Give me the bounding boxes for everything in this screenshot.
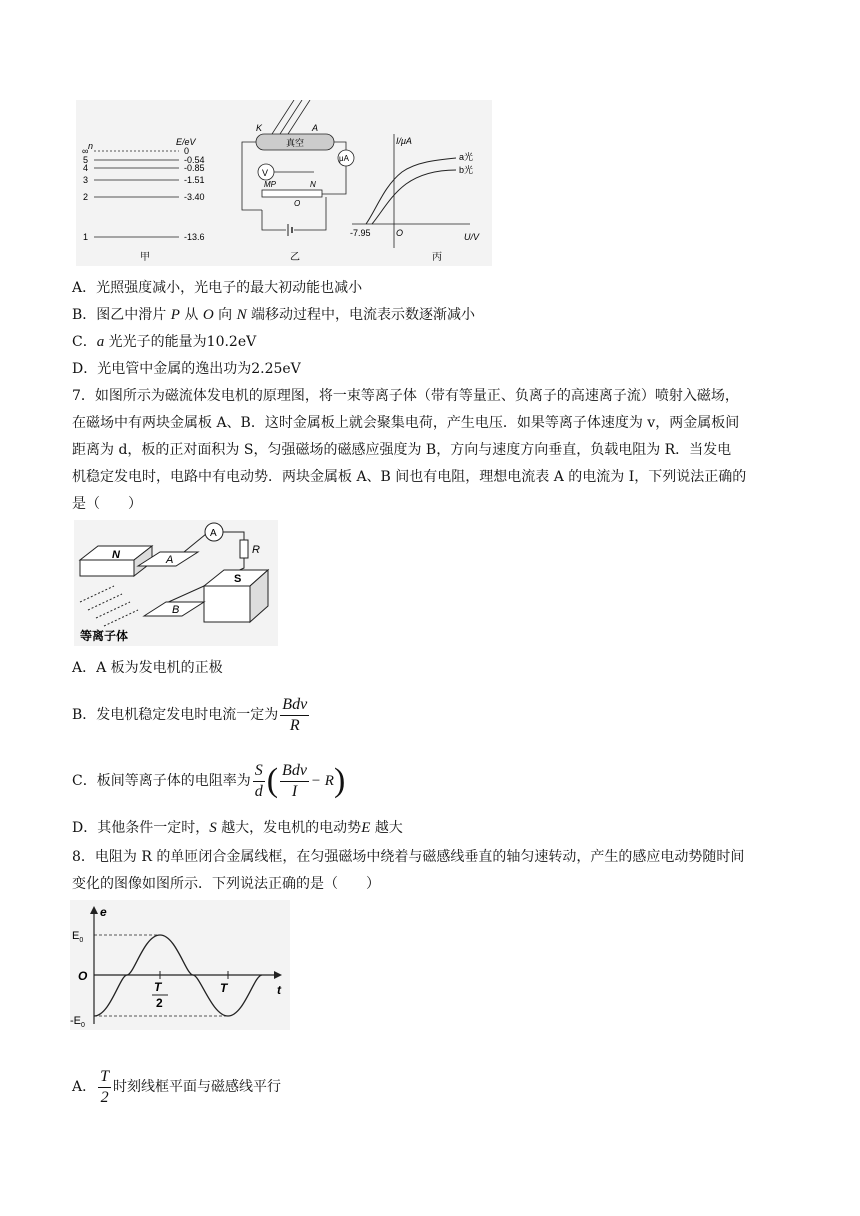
mhd-generator-figure	[74, 520, 278, 646]
q7-stem-line-4: 机稳定发电时，电路中有电动势．两块金属板 A、B 间也有电阻，理想电流表 A 的电流为 I，下列说法正确的	[72, 469, 747, 485]
graph-origin: O	[396, 228, 404, 238]
q7-option-b-fraction: $\frac{\text{Bdv}}{R}$	[282, 695, 308, 734]
level-e-5: -0.54	[184, 155, 205, 165]
e-label: E/eV	[176, 137, 196, 147]
q7-option-a: A．A 板为发电机的正极	[72, 660, 223, 676]
emf-axis-e: e	[100, 905, 107, 919]
emf-axis-t: t	[277, 983, 281, 997]
mhd-caption: 等离子体	[80, 629, 129, 643]
emf-time-graph	[70, 900, 290, 1030]
q6-option-c: C．a 光光子的能量为10.2eV	[72, 334, 257, 350]
emf-tick-t: T	[220, 981, 228, 995]
q7-stem-line-5: 是（ ）	[72, 496, 142, 512]
n-label: n	[88, 141, 94, 151]
graph-x-tick: -7.95	[350, 228, 371, 238]
emf-origin: O	[78, 969, 88, 983]
level-e-3: -1.51	[184, 175, 205, 185]
level-e-1: -13.6	[184, 232, 205, 242]
circuit-n: N	[310, 180, 316, 189]
level-e-2: -3.40	[184, 192, 205, 202]
level-n-1: 1	[83, 232, 89, 242]
circuit-mp: MP	[264, 180, 276, 189]
graph-xlabel: U/V	[464, 232, 480, 242]
mhd-plate-b-label: B	[172, 604, 180, 616]
emf-e0-label: $E_0$	[72, 930, 84, 944]
mhd-plate-a-label: A	[166, 554, 174, 566]
level-n-4: 4	[83, 163, 89, 173]
circuit-o: O	[294, 199, 301, 208]
mhd-ammeter-label: A	[210, 528, 217, 539]
q7-option-b: B．发电机稳定发电时电流一定为 $\frac{\text{Bdv}}{R}$	[72, 695, 308, 734]
q7-stem-line-3: 距离为 d，板的正对面积为 S，匀强磁场的磁感应强度为 B，方向与速度方向垂直，负载电阻为 R．当发电	[72, 442, 732, 458]
q6-option-b: B．图乙中滑片 P 从 O 向 N 端移动过程中，电流表示数逐渐减小	[72, 307, 476, 323]
caption-jia: 甲	[140, 252, 150, 263]
emf-neg-e0-label: $-E_0$	[70, 1015, 85, 1029]
level-n-2: 2	[83, 192, 89, 202]
graph-b-label: b光	[459, 165, 474, 175]
caption-bing: 丙	[432, 252, 442, 263]
graph-ylabel: I/μA	[396, 136, 412, 146]
level-n-inf: ∞	[82, 146, 89, 156]
q7-option-d: D．其他条件一定时，S 越大，发电机的电动势E 越大	[72, 820, 403, 836]
graph-a-label: a光	[459, 152, 474, 162]
q7-option-c: C．板间等离子体的电阻率为 $\frac{S}{d}$ ( $\frac{\text{Bdv}}{I}$ − R)	[72, 761, 346, 800]
level-e-inf: 0	[184, 146, 190, 156]
caption-yi: 乙	[290, 252, 300, 263]
level-e-4: -0.85	[184, 163, 205, 173]
level-n-5: 5	[83, 155, 89, 165]
circuit-vacuum: 真空	[286, 138, 305, 148]
photoelectric-figure	[76, 100, 492, 266]
circuit-ua: μA	[339, 154, 349, 163]
q8-stem-line-2: 变化的图像如图所示．下列说法正确的是（ ）	[72, 876, 380, 892]
emf-tick-half-num: T	[154, 980, 162, 994]
circuit-a: A	[312, 123, 319, 133]
mhd-s-label: S	[234, 573, 242, 585]
circuit-k: K	[256, 123, 263, 133]
q7-stem-line-2: 在磁场中有两块金属板 A、B．这时金属板上就会聚集电荷，产生电压．如果等离子体速度为 v，两金属板间	[72, 415, 740, 431]
q6-option-d: D．光电管中金属的逸出功为2.25eV	[72, 361, 301, 377]
q7-stem-line-1: 7．如图所示为磁流体发电机的原理图，将一束等离子体（带有等量正、负离子的高速离子流）喷射入磁场，	[72, 388, 739, 404]
circuit-v: V	[262, 168, 269, 178]
level-n-3: 3	[83, 175, 89, 185]
mhd-n-label: N	[112, 549, 120, 561]
mhd-r-label: R	[252, 544, 260, 556]
q6-option-a: A．光照强度减小，光电子的最大初动能也减小	[72, 280, 363, 296]
q8-option-a: A． $\frac{T}{2}$ 时刻线框平面与磁感线平行	[72, 1067, 282, 1106]
emf-tick-half-den: 2	[156, 996, 163, 1010]
q8-stem-line-1: 8．电阻为 R 的单匝闭合金属线框，在匀强磁场中绕着与磁感线垂直的轴匀速转动，产生的感应电动势随时间	[72, 849, 745, 865]
